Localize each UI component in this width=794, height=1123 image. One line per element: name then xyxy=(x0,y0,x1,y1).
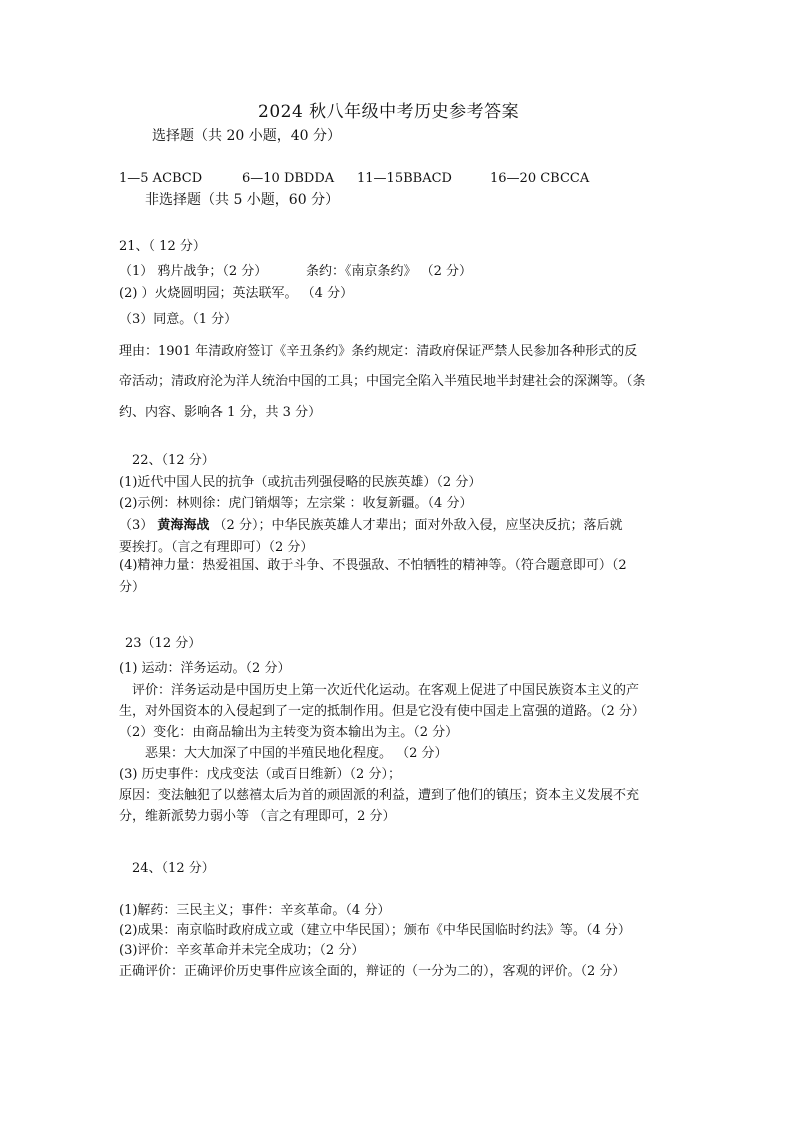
q24-line-4: 正确评价：正确评价历史事件应该全面的，辩证的（一分为二的），客观的评价。（2 分） xyxy=(119,964,626,979)
q21-line-3: （3）同意。（1 分） xyxy=(119,312,238,327)
q23-line-4: （2）变化：由商品输出为主转变为资本输出为主。（2 分） xyxy=(119,725,459,740)
q24-line-1: (1)解药：三民主义；事件：辛亥革命。（4 分） xyxy=(119,903,391,918)
q23-line-5: 恶果：大大加深了中国的半殖民地化程度。 （2 分） xyxy=(145,746,448,761)
q22-bold-answer: 黄海海战 xyxy=(157,518,210,533)
q21-line-2: (2) ）火烧圆明园；英法联军。 （4 分） xyxy=(119,286,354,301)
q23-line-8: 分，维新派势力弱小等 （言之有理即可，2 分） xyxy=(119,809,396,824)
q21-line-1b: 条约：《南京条约》 （2 分） xyxy=(306,264,473,279)
q21-line-5: 帝活动；清政府沦为洋人统治中国的工具；中国完全陷入半殖民地半封建社会的深渊等。（条 xyxy=(119,374,646,389)
choice-answers-16-20: 16—20 CBCCA xyxy=(490,171,590,186)
choice-answers-6-10: 6—10 DBDDA xyxy=(242,171,335,186)
q22-line-4: 要挨打。（言之有理即可）（2 分） xyxy=(119,540,314,555)
choice-answers-1-5: 1—5 ACBCD xyxy=(119,171,203,186)
document-title: 2024 秋八年级中考历史参考答案 xyxy=(258,102,520,122)
choice-section-heading: 选择题（共 20 小题，40 分） xyxy=(152,128,341,144)
q22-line-3-rest: （2 分）；中华民族英雄人才辈出；面对外敌入侵，应坚决反抗；落后就 xyxy=(209,518,623,533)
q22-line-5: (4)精神力量：热爱祖国、敢于斗争、不畏强敌、不怕牺牲的精神等。（符合题意即可）（2 xyxy=(119,558,627,573)
q21-line-4: 理由：1901 年清政府签订《辛丑条约》条约规定：清政府保证严禁人民参加各种形式的反 xyxy=(119,344,638,359)
q22-heading: 22、（12 分） xyxy=(132,453,215,468)
q23-line-3: 生，对外国资本的入侵起到了一定的抵制作用。但是它没有使中国走上富强的道路。（2 分） xyxy=(119,704,645,719)
q22-line-2: (2)示例：林则徐：虎门销烟等；左宗棠 ：收复新疆。（4 分） xyxy=(119,496,473,511)
nonchoice-section-heading: 非选择题（共 5 小题，60 分） xyxy=(145,192,340,208)
q24-line-3: (3)评价：辛亥革命并未完全成功；（2 分） xyxy=(119,943,365,958)
q24-line-2: (2)成果：南京临时政府成立或（建立中华民国）；颁布《中华民国临时约法》等。（4 分） xyxy=(119,923,631,938)
q22-line-3-prefix: （3） xyxy=(119,518,158,533)
q23-line-7: 原因：变法触犯了以慈禧太后为首的顽固派的利益，遭到了他们的镇压；资本主义发展不充 xyxy=(119,788,640,803)
q23-line-6: (3) 历史事件：戊戌变法（或百日维新）（2 分）； xyxy=(119,767,401,782)
q21-heading: 21、（ 12 分） xyxy=(119,239,206,254)
q23-heading: 23（12 分） xyxy=(125,636,202,651)
q22-line-1: (1)近代中国人民的抗争（或抗击列强侵略的民族英雄）（2 分） xyxy=(119,475,482,490)
q21-line-1a: （1） 鸦片战争；（2 分） xyxy=(119,264,268,279)
choice-answers-11-15: 11—15BBACD xyxy=(357,171,452,186)
q24-heading: 24、（12 分） xyxy=(132,861,215,876)
q22-line-6: 分） xyxy=(119,580,146,595)
q23-line-1: (1) 运动：洋务运动。（2 分） xyxy=(119,661,291,676)
q23-line-2: 评价：洋务运动是中国历史上第一次近代化运动。在客观上促进了中国民族资本主义的产 xyxy=(132,683,640,698)
q22-line-3 xyxy=(119,518,622,534)
q21-line-6: 约、内容、影响各 1 分，共 3 分） xyxy=(119,405,322,420)
